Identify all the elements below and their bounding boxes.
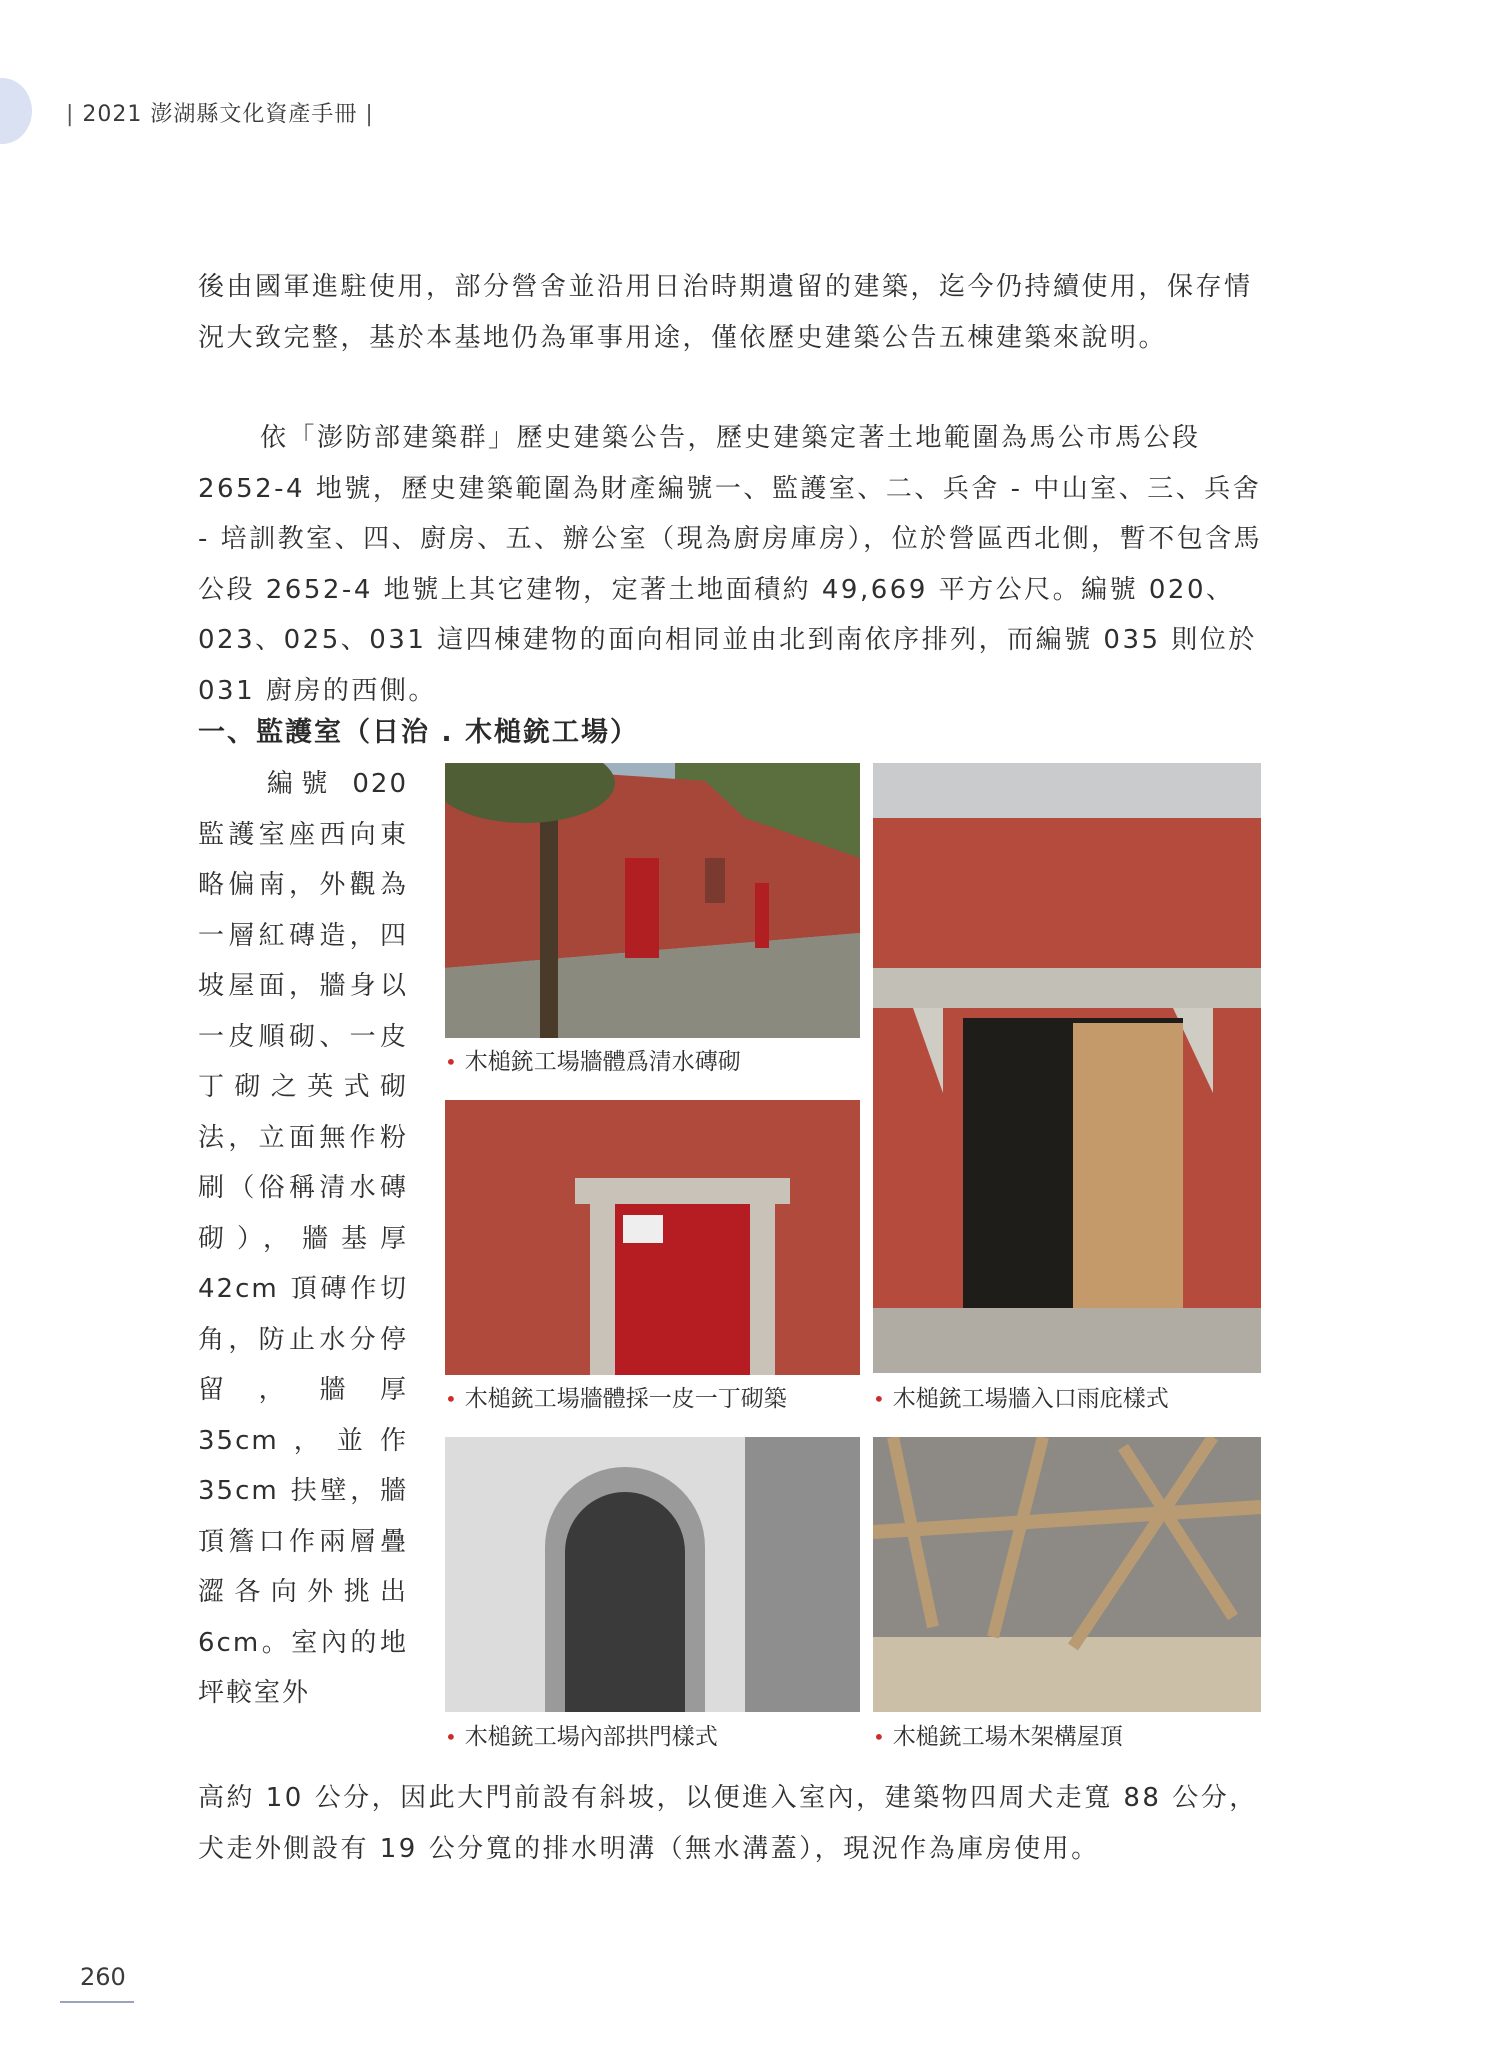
section-heading: 一、監護室（日治 . 木槌銃工場） (198, 717, 640, 748)
caption-bullet: • (873, 1387, 885, 1411)
photo-red-door-brick-wall (445, 1100, 860, 1375)
caption-photo-2 (445, 1380, 787, 1413)
running-header (58, 97, 382, 128)
photo-timber-roof-truss (873, 1437, 1261, 1712)
section-side-text: 編號 020 監護室座西向東略偏南，外觀為一層紅磚造，四坡屋面，牆身以一皮順砌、一皮丁砌之英式砌法，立面無作粉刷（俗稱清水磚砌），牆基厚 42cm 頂磚作切角，防止水分停留，牆厚 35cm，並作 35cm 扶壁，牆頂簷口作兩層疊澀各向外挑出 6cm。室內的地坪較室外 (198, 769, 408, 1708)
caption-bullet: • (445, 1050, 457, 1074)
photo-interior-arch (445, 1437, 860, 1712)
page-tab-marker (0, 78, 32, 144)
page-number: 260 (80, 1963, 126, 1991)
caption-photo-5 (873, 1718, 1123, 1751)
caption-text: 木槌銃工場牆體採一皮一丁砌築 (464, 1386, 787, 1412)
header-bar-left: | (66, 102, 75, 127)
caption-photo-4 (445, 1718, 718, 1751)
caption-bullet: • (445, 1387, 457, 1411)
caption-photo-1 (445, 1043, 741, 1076)
caption-photo-3 (873, 1380, 1169, 1413)
caption-text: 木槌銃工場牆入口雨庇樣式 (892, 1386, 1169, 1412)
photo-brick-building-exterior (445, 763, 860, 1038)
header-bar-right: | (365, 102, 374, 127)
caption-bullet: • (873, 1725, 885, 1749)
caption-text: 木槌銃工場內部拱門樣式 (464, 1724, 718, 1750)
header-title: 2021 澎湖縣文化資產手冊 (82, 102, 358, 127)
caption-bullet: • (445, 1725, 457, 1749)
paragraph-2: 依「澎防部建築群」歷史建築公告，歷史建築定著土地範圍為馬公市馬公段 2652-4 地號，歷史建築範圍為財產編號一、監護室、二、兵舍 - 中山室、三、兵舍 - 培訓教室、四、廚房、五、辦公室（現為廚房庫房），位於營區西北側，暫不包含馬公段 2652-4 地號上其它建物，定著土地面積約 49,669 平方公尺。編號 020、023、025、031 這四棟建物的面向相同並由北到南依序排列，而編號 035 則位於 031 廚房的西側。 (198, 423, 1263, 706)
section-continuation-text: 高約 10 公分，因此大門前設有斜坡，以便進入室內，建築物四周犬走寬 88 公分，犬走外側設有 19 公分寬的排水明溝（無水溝蓋），現況作為庫房使用。 (198, 1783, 1258, 1864)
caption-text: 木槌銃工場木架構屋頂 (892, 1724, 1123, 1750)
photo-entrance-canopy (873, 763, 1261, 1373)
page-number-rule (60, 2001, 134, 2003)
caption-text: 木槌銃工場牆體爲清水磚砌 (464, 1049, 741, 1075)
paragraph-1: 後由國軍進駐使用，部分營舍並沿用日治時期遺留的建築，迄今仍持續使用，保存情況大致完整，基於本基地仍為軍事用途，僅依歷史建築公告五棟建築來說明。 (198, 272, 1253, 353)
